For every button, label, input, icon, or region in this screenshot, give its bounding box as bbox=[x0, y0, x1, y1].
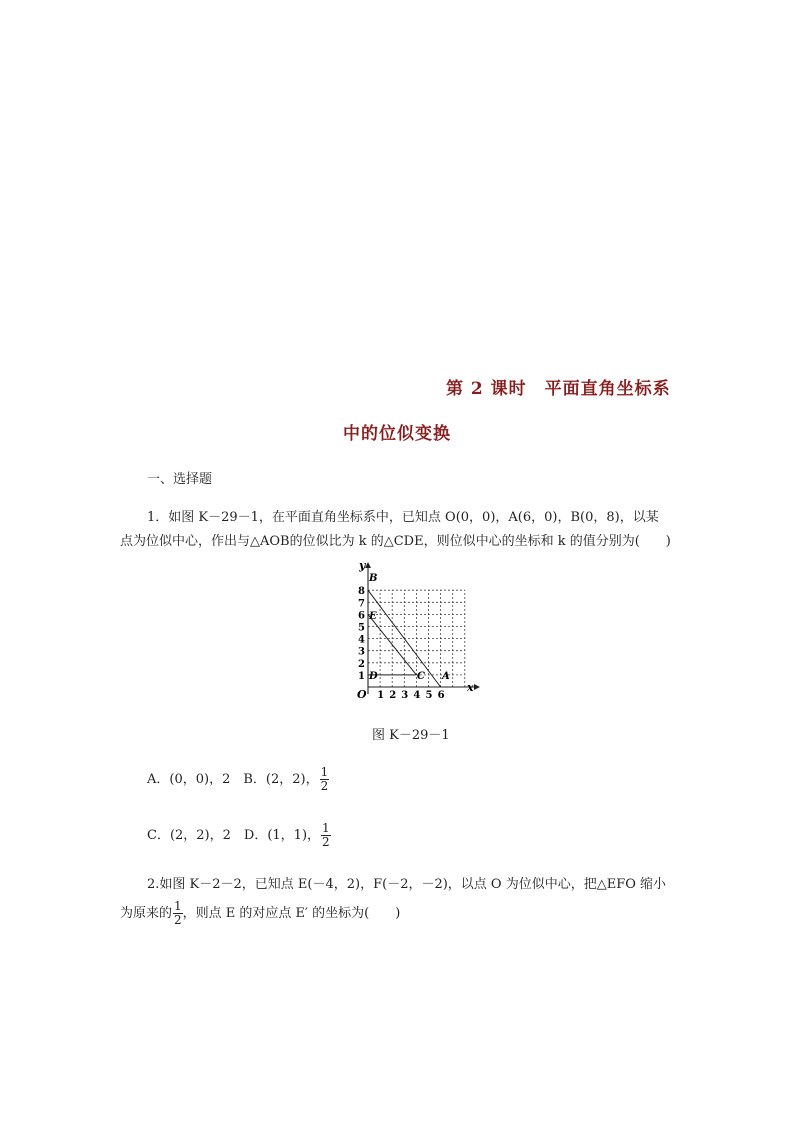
section-heading: 一、选择题 bbox=[147, 472, 213, 487]
origin-label: O bbox=[357, 688, 367, 700]
q2-line1: 2.如图 K－2－2，已知点 E(－4，2)，F(－2，－2)，以点 O 为位似中心，把△EFO 缩小 bbox=[147, 877, 667, 892]
fraction-denominator: 2 bbox=[320, 779, 329, 793]
y-tick-label: 1 bbox=[358, 670, 365, 682]
y-tick-label: 7 bbox=[358, 598, 365, 610]
y-tick-label: 5 bbox=[358, 622, 365, 634]
q1-options-ab bbox=[147, 766, 329, 793]
x-tick-label: 2 bbox=[389, 690, 397, 700]
x-axis-label: x bbox=[467, 681, 474, 694]
y-tick-label: 3 bbox=[358, 646, 365, 658]
x-tick-label: 3 bbox=[401, 690, 409, 700]
x-tick-label: 5 bbox=[425, 690, 433, 700]
point-label-d: D bbox=[369, 671, 378, 682]
q1-line1: 1．如图 K－29－1，在平面直角坐标系中，已知点 O(0，0)，A(6，0)，B(0，8)，以某 bbox=[147, 510, 659, 525]
y-tick-label: 6 bbox=[358, 610, 365, 622]
point-label-a: A bbox=[442, 671, 450, 682]
fraction-half bbox=[321, 822, 331, 849]
x-tick-label: 4 bbox=[413, 690, 421, 700]
y-tick-label: 8 bbox=[358, 586, 365, 598]
coordinate-figure bbox=[340, 560, 480, 700]
fraction-denominator: 2 bbox=[322, 835, 330, 849]
q1-options-cd bbox=[147, 822, 331, 849]
x-tick-label: 1 bbox=[377, 690, 385, 700]
q1-options-ab-text: A．(0，0)，2 B．(2，2)， bbox=[147, 772, 319, 787]
q2-line2-after: ，则点 E 的对应点 E′ 的坐标为( ) bbox=[182, 906, 401, 921]
y-axis-label: y bbox=[359, 560, 366, 572]
point-label-b: B bbox=[369, 573, 378, 584]
fraction-numerator: 1 bbox=[174, 899, 182, 913]
y-tick-labels bbox=[358, 586, 365, 682]
q2-line2 bbox=[120, 900, 400, 927]
q1-line2: 点为位似中心，作出与△AOB的位似比为 k 的△CDE，则位似中心的坐标和 k 的值分别为( ) bbox=[120, 534, 671, 549]
lesson-title-line2: 中的位似变换 bbox=[343, 424, 451, 444]
y-axis-arrow bbox=[365, 562, 371, 568]
q2-line2-before: 为原来的 bbox=[120, 906, 173, 921]
point-label-c: C bbox=[417, 671, 425, 682]
x-tick-label: 6 bbox=[437, 690, 445, 700]
figure-caption: 图 K－29－1 bbox=[372, 728, 450, 743]
q1-options-cd-text: C．(2，2)，2 D．(1，1)， bbox=[147, 828, 321, 843]
fraction-numerator: 1 bbox=[322, 821, 330, 835]
y-tick-label: 4 bbox=[358, 634, 365, 646]
lesson-title-line1: 第 2 课时 平面直角坐标系 bbox=[446, 379, 671, 399]
fraction-numerator: 1 bbox=[320, 765, 329, 779]
x-tick-labels bbox=[377, 690, 445, 700]
fraction-half bbox=[173, 900, 183, 927]
point-label-e: E bbox=[369, 611, 377, 622]
x-axis-arrow bbox=[474, 684, 480, 690]
y-tick-label: 2 bbox=[358, 658, 365, 670]
fraction-denominator: 2 bbox=[174, 913, 182, 927]
fraction-half bbox=[320, 766, 330, 793]
